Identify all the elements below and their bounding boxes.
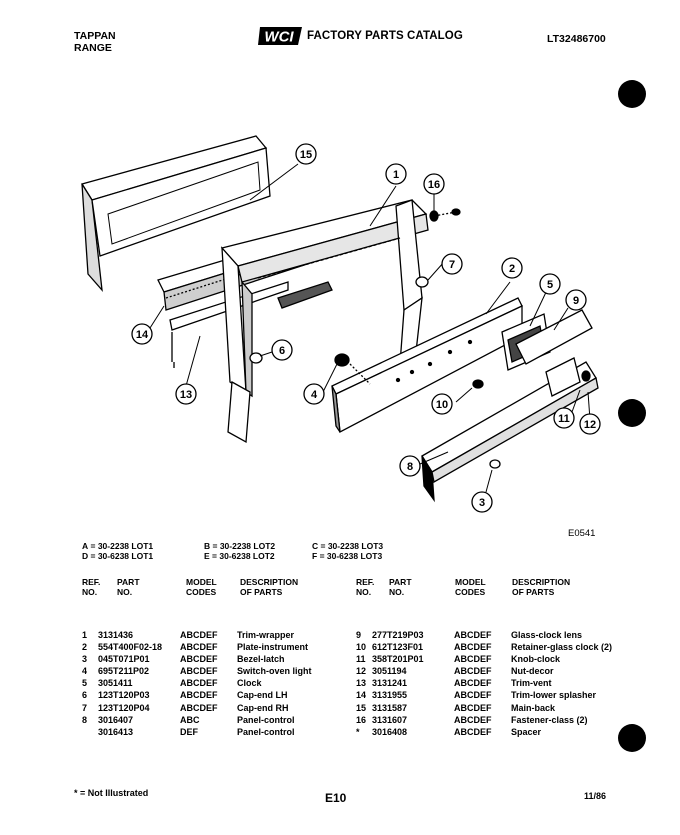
svg-text:7: 7 [448,259,456,271]
table-row: 15 3131587 ABCDEF Main-back [356,702,556,713]
exploded-parts-diagram [70,130,615,525]
svg-text:13: 13 [179,389,193,401]
legend-model: 30-6238 LOT2 [219,551,275,561]
callout-11 [554,408,574,428]
header-model-codes: MODEL CODES [186,577,217,597]
callout-8 [400,456,420,476]
callout-13 [176,384,196,404]
not-illustrated-note: * = Not Illustrated [74,788,149,798]
logo-text: WCI [264,28,294,46]
header-ref-no: REF. NO. [356,577,375,597]
table-row: 11 358T201P01 ABCDEF Knob-clock [356,654,561,665]
legend-code: F [312,551,318,561]
svg-text:11: 11 [558,413,570,425]
header-ref-no: REF. NO. [82,577,101,597]
page-number: E10 [325,791,347,805]
catalog-title: FACTORY PARTS CATALOG [307,30,463,42]
model-legend [82,541,383,561]
header-part-no: PART NO. [389,577,412,597]
catalog-number: LT32486700 [547,33,606,45]
figure-code: E0541 [568,528,596,539]
brand-block [74,30,116,54]
svg-text:4: 4 [310,389,318,401]
legend-row: A = 30-2238 LOT1 B = 30-2238 LOT2 C = 30-2238 LOT3 [82,541,384,551]
legend-code: A [82,541,89,551]
header-description: DESCRIPTION OF PARTS [512,577,571,597]
callout-9 [566,290,586,310]
table-row: 3 045T071P01 ABCDEF Bezel-latch [82,654,285,665]
legend-row: D = 30-6238 LOT1 E = 30-6238 LOT2 F = 30-6238 LOT3 [82,551,383,561]
table-row: 14 3131955 ABCDEF Trim-lower splasher [356,690,597,701]
table-row: 16 3131607 ABCDEF Fastener-class (2) [356,714,588,725]
table-row: 5 3051411 ABCDEF Clock [82,678,262,689]
header-description: DESCRIPTION OF PARTS [240,577,299,597]
trim-wrapper-part [222,200,428,442]
table-row: 1 3131436 ABCDEF Trim-wrapper [82,630,295,640]
table-row: 9 277T219P03 ABCDEF Glass-clock lens [356,630,583,640]
table-row: 3016413 DEF Panel-control [98,726,295,737]
brand-name: TAPPAN [74,30,116,42]
legend-code: B [204,541,211,551]
svg-text:6: 6 [278,345,286,357]
callout-12 [580,414,600,434]
legend-model: 30-2238 LOT3 [327,541,384,551]
legend-code: E [204,551,210,561]
wci-logo [258,26,304,46]
callout-15 [296,144,316,164]
table-row: 4 695T211P02 ABCDEF Switch-oven light [82,666,312,677]
table-row: 2 554T400F02-18 ABCDEF Plate-instrument [82,642,309,653]
legend-code: D [82,551,89,561]
table-row: 7 123T120P04 ABCDEF Cap-end RH [82,702,289,713]
legend-model: 30-2238 LOT2 [219,541,276,551]
svg-text:16: 16 [427,179,441,191]
table-row: 6 123T120P03 ABCDEF Cap-end LH [82,690,288,701]
table-row: * 3016408 ABCDEF Spacer [356,726,542,737]
svg-text:12: 12 [583,419,597,431]
svg-text:1: 1 [392,169,400,181]
legend-model: 30-6238 LOT3 [326,551,383,561]
punch-hole-icon [618,399,646,427]
svg-text:9: 9 [572,295,580,307]
instrument-plate-part [332,298,522,432]
svg-text:3: 3 [478,497,486,509]
revision-date: 11/86 [584,791,607,801]
svg-text:5: 5 [546,279,554,291]
table-row: 13 3131241 ABCDEF Trim-vent [356,678,552,689]
callout-10 [432,394,452,414]
callout-16 [424,174,444,194]
callout-14 [132,324,152,344]
svg-text:2: 2 [508,263,516,275]
header-part-no: PART NO. [117,577,140,597]
callout-4 [304,384,324,404]
parts-list-right [356,629,646,738]
control-panel-part [422,358,598,500]
legend-model: 30-2238 LOT1 [97,541,154,551]
table-row: 10 612T123F01 ABCDEF Retainer-glass clock (2) [356,642,613,653]
punch-hole-icon [618,80,646,108]
catalog-header [258,26,463,46]
callout-3 [472,492,492,512]
legend-code: C [312,541,319,551]
callout-7 [442,254,462,274]
product-type: RANGE [74,42,112,54]
callout-6 [272,340,292,360]
parts-list-left [82,629,357,738]
header-model-codes: MODEL CODES [455,577,486,597]
callout-2 [502,258,522,278]
callout-5 [540,274,560,294]
callout-1 [386,164,406,184]
table-row: 8 3016407 ABC Panel-control [82,714,295,725]
table-row: 12 3051194 ABCDEF Nut-decor [356,666,554,677]
legend-model: 30-6238 LOT1 [97,551,154,561]
svg-text:8: 8 [406,461,414,473]
svg-text:14: 14 [135,329,149,341]
svg-text:10: 10 [435,399,449,411]
svg-text:15: 15 [299,149,313,161]
